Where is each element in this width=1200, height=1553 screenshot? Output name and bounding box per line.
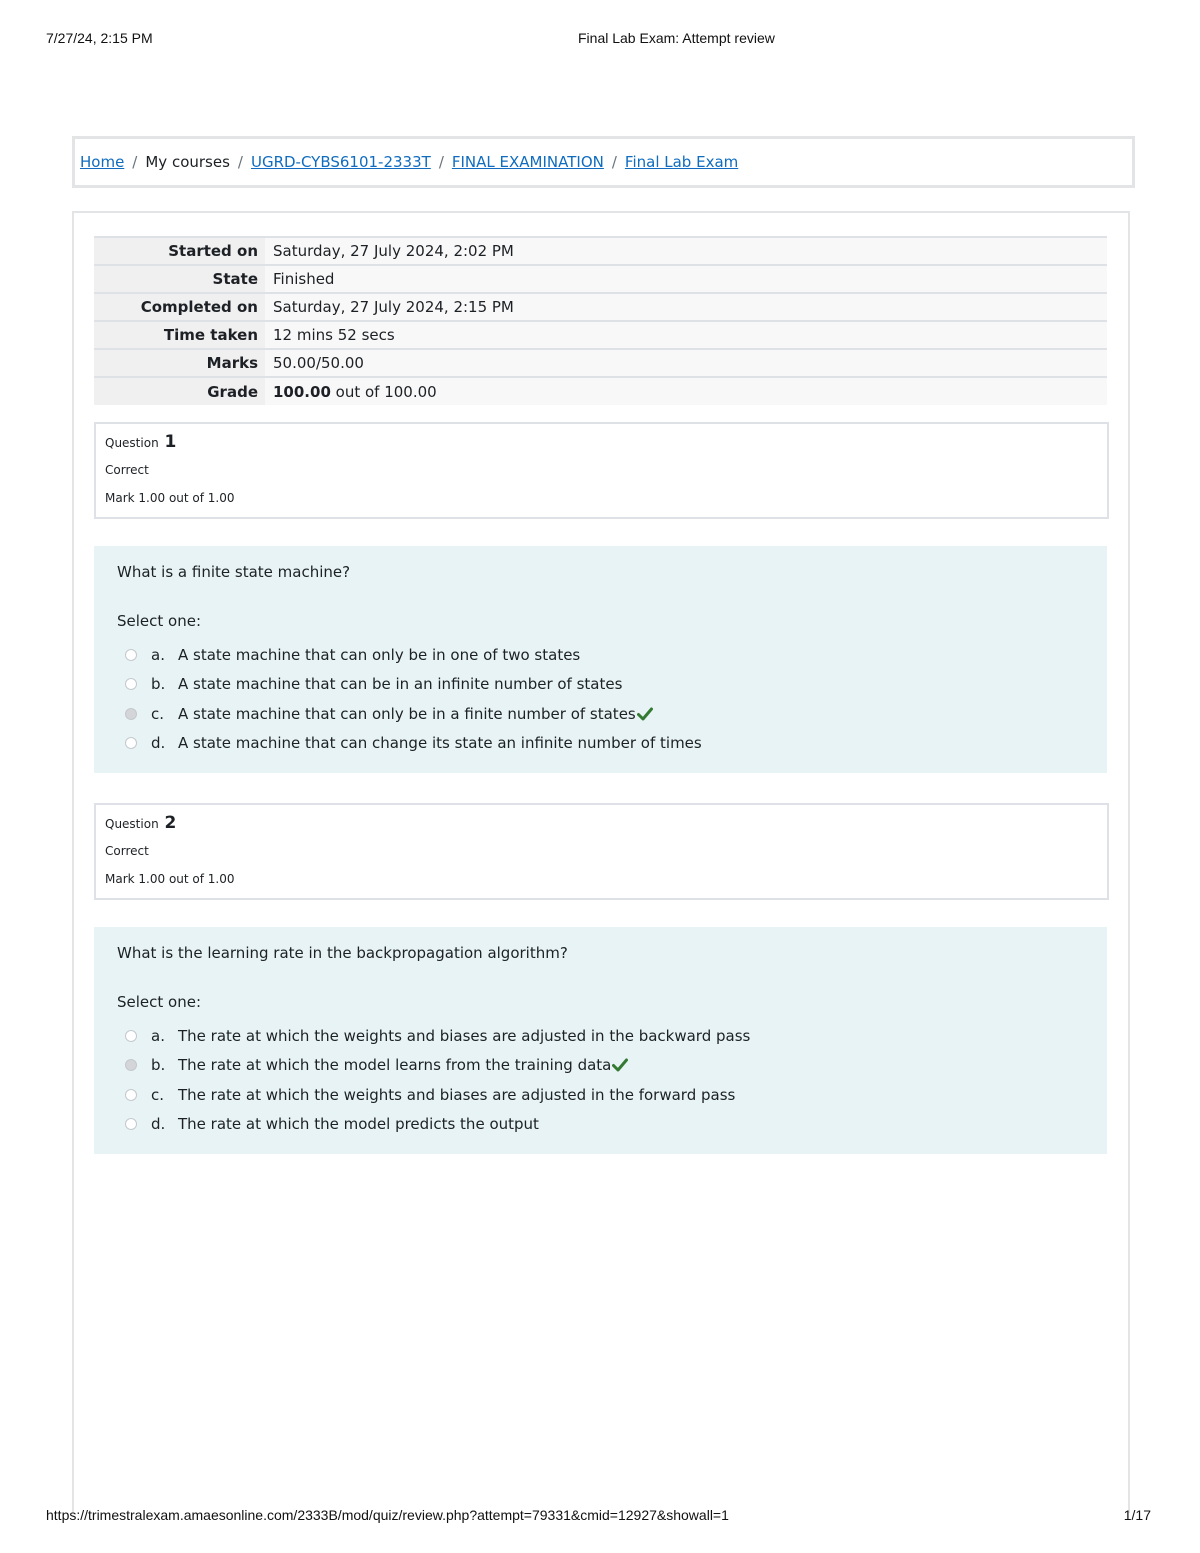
question-grade: Mark 1.00 out of 1.00 bbox=[105, 491, 235, 505]
answer-letter: a. bbox=[151, 645, 165, 664]
question-content bbox=[94, 546, 1107, 773]
breadcrumb-my-courses: My courses bbox=[145, 153, 230, 171]
select-one-prompt: Select one: bbox=[117, 993, 202, 1011]
question-text: What is a finite state machine? bbox=[117, 563, 351, 581]
print-footer bbox=[0, 1507, 1200, 1527]
breadcrumb-section[interactable]: FINAL EXAMINATION bbox=[451, 153, 604, 171]
answer-text: A state machine that can only be in a finite number of states bbox=[178, 704, 636, 723]
check-icon bbox=[637, 707, 653, 721]
answer-option-selected[interactable] bbox=[125, 1051, 750, 1081]
page-number: 1/17 bbox=[1123, 1507, 1151, 1523]
answer-text: A state machine that can be in an infinite number of states bbox=[178, 675, 623, 694]
answer-list bbox=[125, 1021, 750, 1139]
summary-label: Marks bbox=[94, 349, 265, 377]
summary-label: Started on bbox=[94, 237, 265, 265]
summary-value: 50.00/50.00 bbox=[265, 349, 1107, 377]
answer-letter: a. bbox=[151, 1026, 165, 1045]
breadcrumb-course[interactable]: UGRD-CYBS6101-2333T bbox=[250, 153, 431, 171]
summary-row-marks bbox=[94, 349, 1107, 377]
answer-text: A state machine that can only be in one of two states bbox=[178, 645, 581, 664]
answer-letter: b. bbox=[151, 675, 166, 694]
answer-letter: b. bbox=[151, 1056, 166, 1075]
answer-list bbox=[125, 640, 702, 758]
question-number: 1 bbox=[164, 432, 177, 452]
print-date: 7/27/24, 2:15 PM bbox=[46, 30, 153, 46]
summary-label: Completed on bbox=[94, 293, 265, 321]
radio-button-checked[interactable] bbox=[125, 708, 137, 720]
summary-value: 12 mins 52 secs bbox=[265, 321, 1107, 349]
radio-button[interactable] bbox=[125, 1030, 137, 1042]
answer-text: The rate at which the model predicts the output bbox=[178, 1115, 539, 1134]
print-title: Final Lab Exam: Attempt review bbox=[578, 30, 775, 46]
question-content bbox=[94, 927, 1107, 1154]
attempt-summary-table bbox=[94, 236, 1107, 405]
breadcrumb-separator: / bbox=[611, 153, 617, 171]
summary-value bbox=[265, 377, 1107, 405]
summary-label: State bbox=[94, 265, 265, 293]
breadcrumb-separator: / bbox=[237, 153, 243, 171]
breadcrumb-separator: / bbox=[132, 153, 138, 171]
summary-value: Saturday, 27 July 2024, 2:02 PM bbox=[265, 237, 1107, 265]
question-number: 2 bbox=[164, 813, 177, 833]
summary-row-completed-on bbox=[94, 293, 1107, 321]
question-number-line bbox=[105, 432, 176, 452]
breadcrumb-home[interactable]: Home bbox=[80, 153, 125, 171]
answer-letter: c. bbox=[151, 704, 165, 723]
check-icon bbox=[612, 1058, 628, 1072]
answer-text: A state machine that can change its state an infinite number of times bbox=[178, 734, 702, 753]
question-state: Correct bbox=[105, 463, 149, 477]
summary-value: Saturday, 27 July 2024, 2:15 PM bbox=[265, 293, 1107, 321]
radio-button[interactable] bbox=[125, 1089, 137, 1101]
question-number-line bbox=[105, 813, 176, 833]
radio-button[interactable] bbox=[125, 678, 137, 690]
radio-button-checked[interactable] bbox=[125, 1059, 137, 1071]
summary-label: Time taken bbox=[94, 321, 265, 349]
question-text: What is the learning rate in the backpropagation algorithm? bbox=[117, 944, 568, 962]
grade-value: 100.00 bbox=[273, 382, 331, 401]
answer-option[interactable] bbox=[125, 1110, 750, 1140]
summary-row-time-taken bbox=[94, 321, 1107, 349]
question-label: Question bbox=[105, 436, 159, 450]
question-info bbox=[94, 803, 1109, 900]
summary-row-state bbox=[94, 265, 1107, 293]
answer-option-selected[interactable] bbox=[125, 699, 702, 729]
answer-text: The rate at which the weights and biases are adjusted in the backward pass bbox=[178, 1026, 751, 1045]
answer-option[interactable] bbox=[125, 670, 702, 700]
answer-option[interactable] bbox=[125, 1080, 750, 1110]
print-header bbox=[0, 30, 1200, 50]
summary-row-grade bbox=[94, 377, 1107, 405]
radio-button[interactable] bbox=[125, 737, 137, 749]
answer-option[interactable] bbox=[125, 640, 702, 670]
answer-option[interactable] bbox=[125, 1021, 750, 1051]
breadcrumb-quiz[interactable]: Final Lab Exam bbox=[624, 153, 739, 171]
breadcrumb-separator: / bbox=[438, 153, 444, 171]
select-one-prompt: Select one: bbox=[117, 612, 202, 630]
answer-letter: d. bbox=[151, 734, 166, 753]
radio-button[interactable] bbox=[125, 1118, 137, 1130]
answer-letter: c. bbox=[151, 1085, 165, 1104]
radio-button[interactable] bbox=[125, 649, 137, 661]
question-state: Correct bbox=[105, 844, 149, 858]
answer-text: The rate at which the weights and biases are adjusted in the forward pass bbox=[178, 1085, 736, 1104]
question-info bbox=[94, 422, 1109, 519]
summary-value: Finished bbox=[265, 265, 1107, 293]
breadcrumb bbox=[72, 136, 1135, 188]
answer-text: The rate at which the model learns from the training data bbox=[178, 1056, 612, 1075]
summary-label: Grade bbox=[94, 377, 265, 405]
answer-option[interactable] bbox=[125, 729, 702, 759]
grade-out-of: out of 100.00 bbox=[330, 382, 437, 401]
summary-row-started-on bbox=[94, 237, 1107, 265]
question-label: Question bbox=[105, 817, 159, 831]
question-grade: Mark 1.00 out of 1.00 bbox=[105, 872, 235, 886]
print-url: https://trimestralexam.amaesonline.com/2333B/mod/quiz/review.php?attempt=79331&cmid=12927&showall=1 bbox=[46, 1507, 729, 1523]
answer-letter: d. bbox=[151, 1115, 166, 1134]
